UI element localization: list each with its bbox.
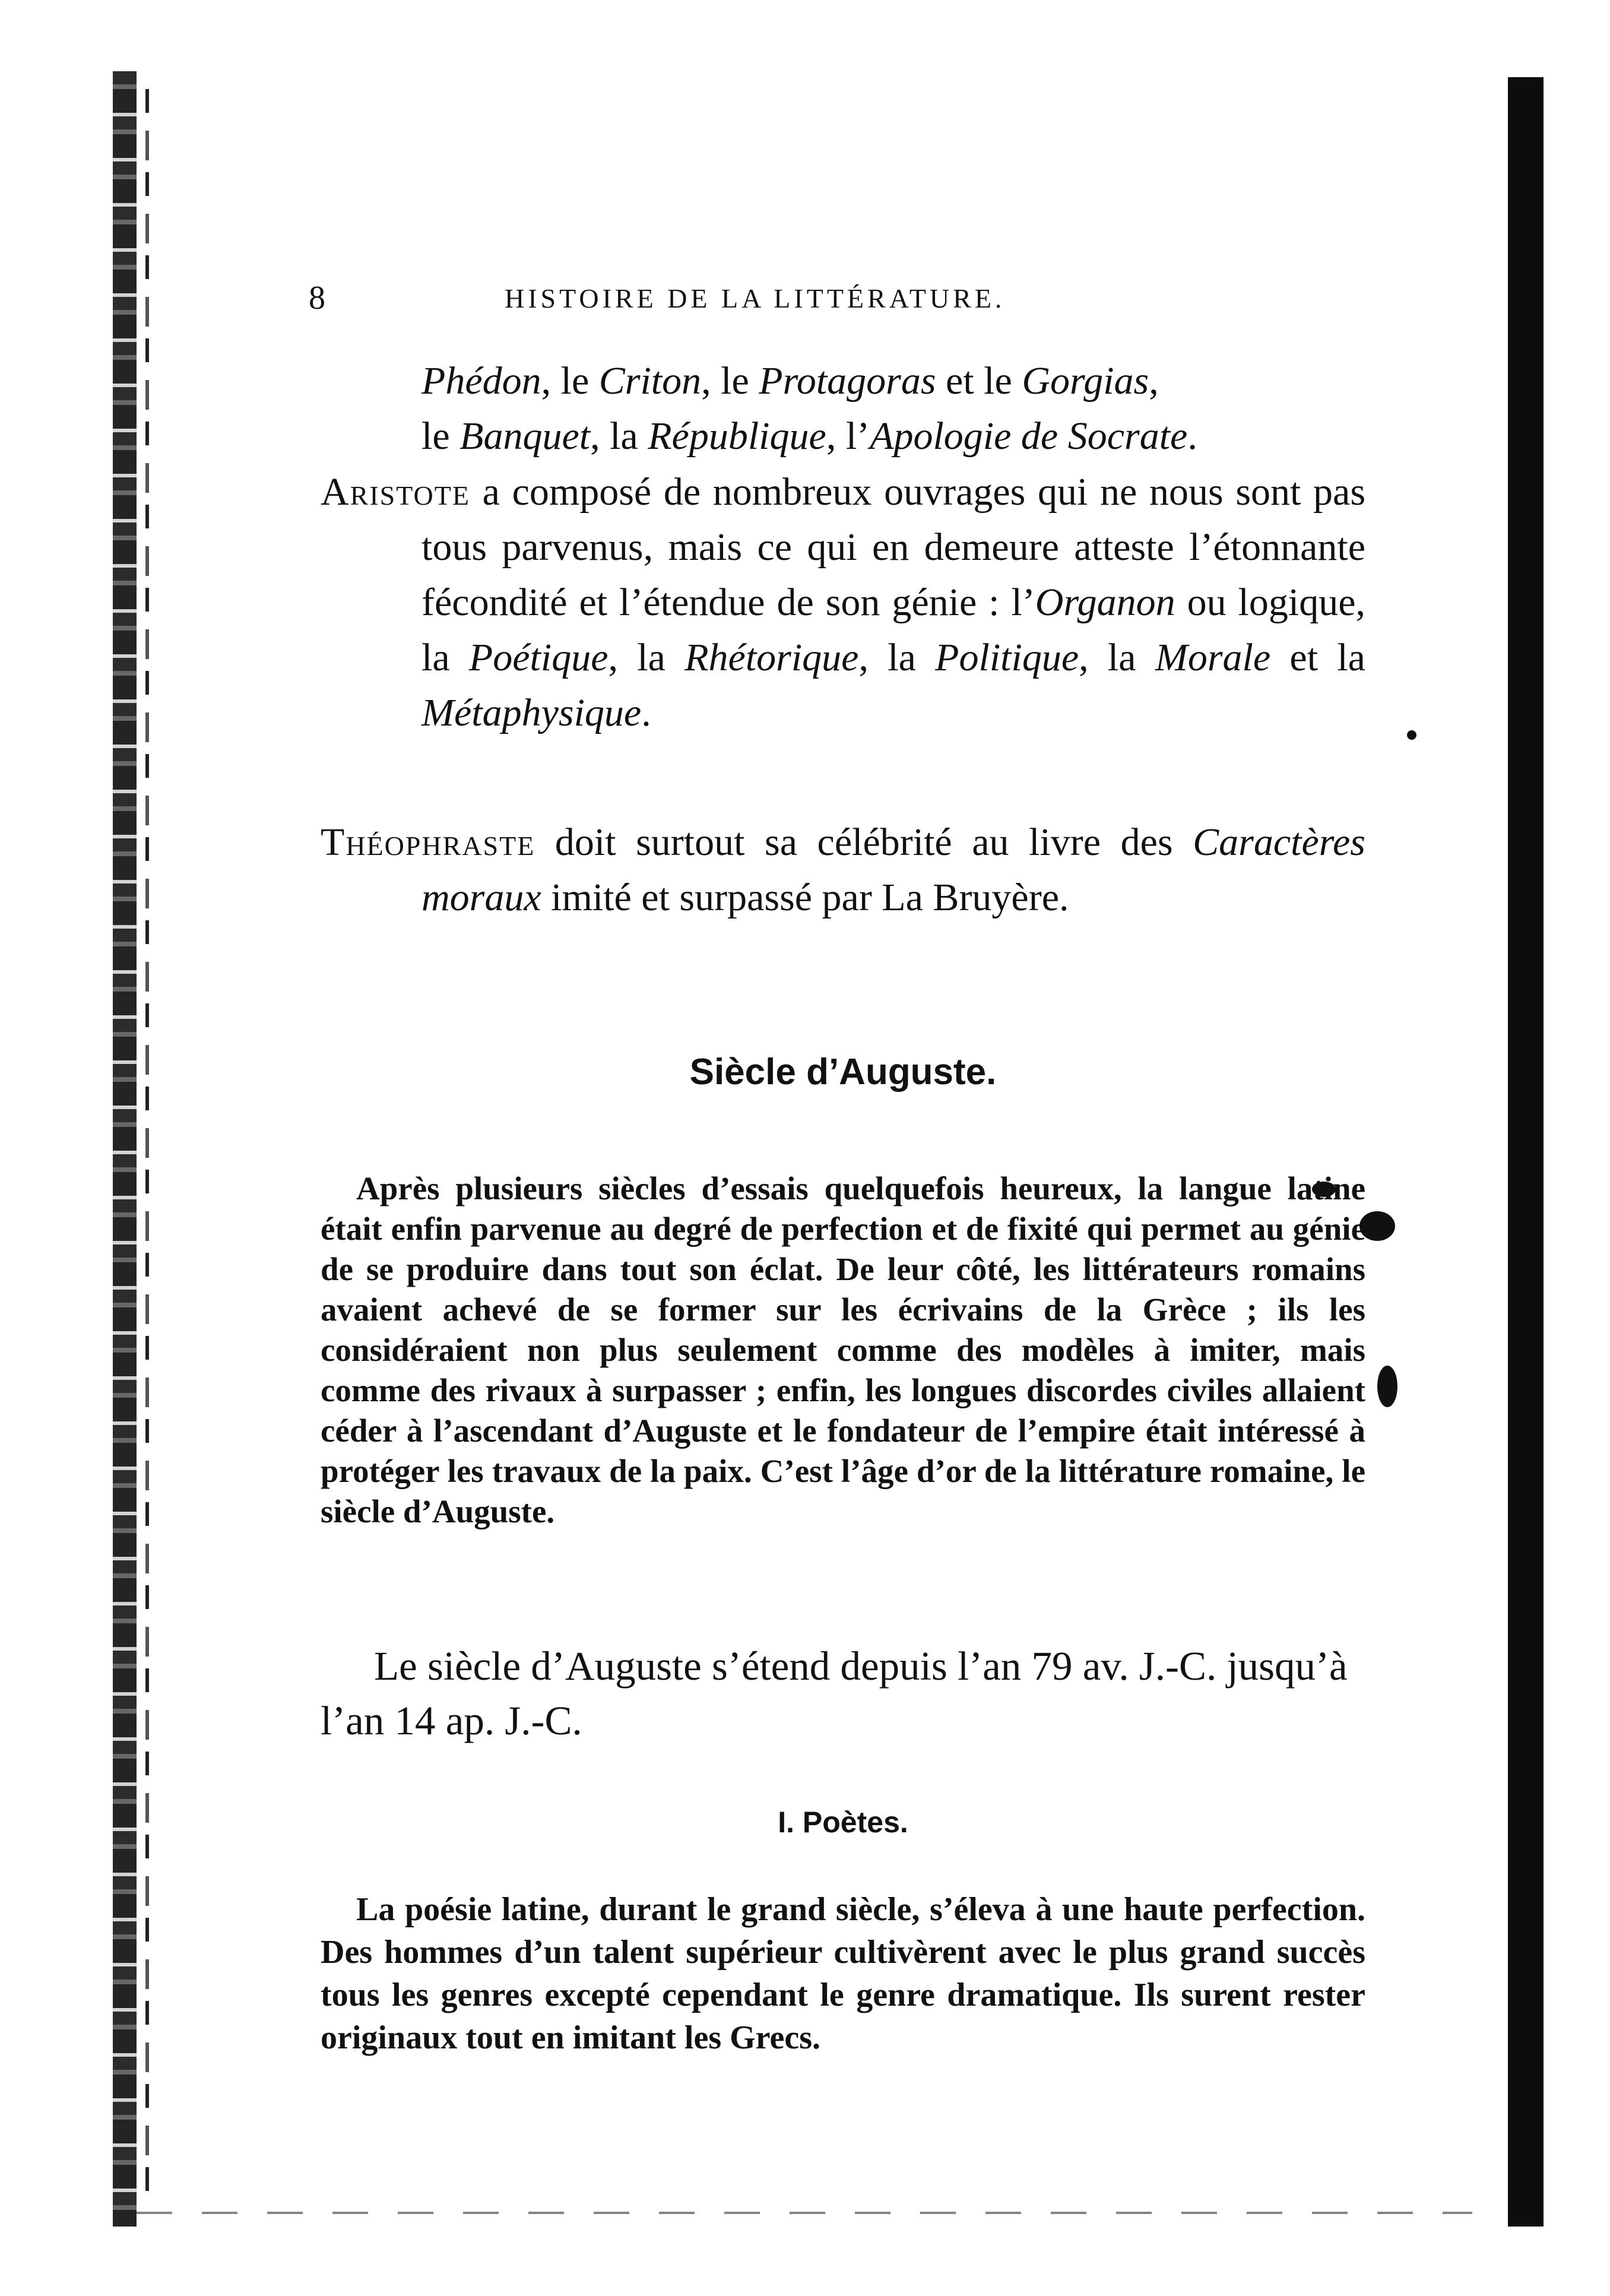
scan-binding-edge-left [113,71,137,2227]
section-intro: Après plusieurs siècles d’essais quelquefois heureux, la langue latine était enfin parvenue au degré de perfection et de fixité qui permet au génie de se produire dans tout son éclat. De leur côté, les littérateurs romains avaient achevé de se former sur les écrivains de la Grèce ; ils les considéraient non plus seulement comme des modèles à imiter, mais comme des rivaux à surpasser ; enfin, les longues discordes civiles allaient céder à l’ascendant d’Auguste et le fondateur de l’empire était intéressé à protéger les travaux de la paix. C’est l’âge d’or de la littérature romaine, le siècle d’Auguste. [321,1170,1365,1529]
page-header [309,279,1484,321]
section-title: Siècle d’Auguste. [689,1052,997,1092]
scan-binding-line-left [145,89,149,2203]
subsection-title: I. Poètes. [778,1806,908,1839]
author-name: Aristote [321,470,470,514]
platon-line-2: le Banquet, la République, l’Apologie de Socrate. [421,414,1197,458]
section-dates: Le siècle d’Auguste s’étend depuis l’an 79 av. J.-C. jusqu’à l’an 14 ap. J.-C. [321,1643,1348,1743]
platon-line-1: Phédon, le Criton, le Protagoras et le Gorgias, [421,359,1159,403]
entry-theophraste: Théophraste doit surtout sa célébrité au livre des Caractères moraux imité et surpassé par La Bruyère. [321,821,1365,919]
scan-edge-right [1508,77,1544,2227]
ink-blot [1377,1366,1397,1407]
ink-blot [1407,730,1416,740]
entry-aristote: Aristote a composé de nombreux ouvrages qui ne nous sont pas tous parvenus, mais ce qui en demeure atteste l’étonnante fécondité et l’étendue de son génie : l’Organon ou logique, la Poétique, la Rhétorique, la Politique, la Morale et la Métaphysique. [321,470,1365,734]
page-number: 8 [309,280,325,316]
scan-bottom-edge [137,2212,1472,2214]
author-name: Théophraste [321,821,535,864]
entry-platon-continued [321,353,1365,464]
subsection-text: La poésie latine, durant le grand siècle, s’éleva à une haute perfection. Des hommes d’un talent supérieur cultivèrent avec le plus grand succès tous les genres excepté cependant le genre dramatique. Ils surent rester originaux tout en imitant les Grecs. [321,1891,1365,2056]
running-title: HISTOIRE DE LA LITTÉRATURE. [505,283,1006,313]
